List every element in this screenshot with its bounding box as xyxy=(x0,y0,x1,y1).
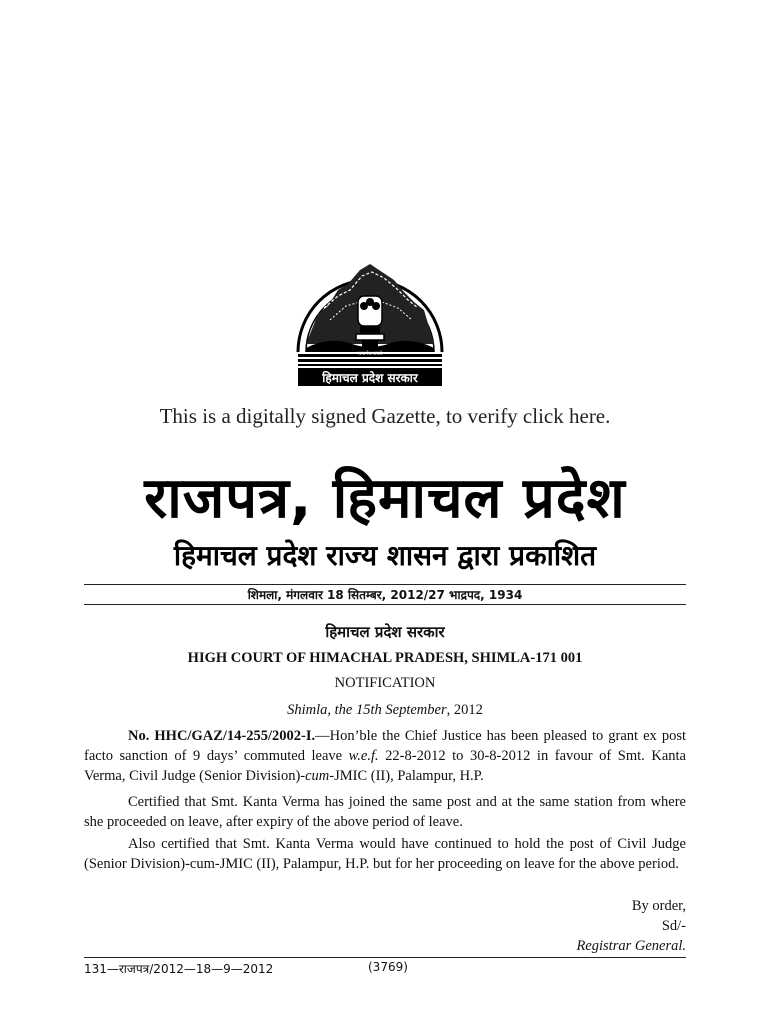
emblem-motto: सत्यमेव जयते xyxy=(357,351,383,357)
himachal-emblem-icon xyxy=(290,244,450,386)
place-name: Shimla xyxy=(287,702,328,718)
notification-heading: NOTIFICATION xyxy=(334,675,436,691)
para1-text-c: -JMIC (II), Palampur, H.P. xyxy=(329,768,484,784)
notice-paragraph-2: Certified that Smt. Kanta Verma has joined the same post and at the same station from where she proceeded on leave, after expiry of the above period of leave. xyxy=(84,794,686,830)
page-number: (3769) xyxy=(368,960,408,974)
gazette-title: राजपत्र, हिमाचल प्रदेश xyxy=(144,466,626,531)
emblem-label: हिमाचल प्रदेश सरकार xyxy=(322,371,418,385)
notice-paragraph-3: Also certified that Smt. Kanta Verma would have continued to hold the post of Civil Judge (Senior Division)-cum-JMIC (II), Palampur, H.P. but for her proceeding on leave for the above period. xyxy=(84,836,686,872)
footer-divider xyxy=(84,957,686,958)
para1-text-a: —Hon’ble the Chief Justice has been pleased to grant ex post facto sanction of 9 days’ commuted leave xyxy=(84,728,687,764)
date-year: , 2012 xyxy=(446,702,483,718)
dateline: शिमला, मंगलवार 18 सितम्बर, 2012/27 भाद्रपद, 1934 xyxy=(247,588,523,602)
para1-wef: w.e.f. xyxy=(348,748,379,764)
notice-paragraph-1 xyxy=(84,726,686,786)
para1-text-b: 22-8-2012 to 30-8-2012 in favour of Smt. Kanta Verma, Civil Judge (Senior Division)- xyxy=(84,748,686,784)
footer-reference: 131—राजपत्र/2012—18—9—2012 xyxy=(84,962,274,976)
verify-link[interactable]: This is a digitally signed Gazette, to verify click here. xyxy=(159,404,611,428)
signatory: Registrar General. xyxy=(576,938,686,954)
by-order: By order, xyxy=(631,898,686,914)
divider-bottom xyxy=(84,604,686,605)
date-day: 15th September xyxy=(356,702,447,718)
reference-number: No. HHC/GAZ/14-255/2002-I. xyxy=(128,728,316,744)
divider-top xyxy=(84,584,686,585)
court-heading: HIGH COURT OF HIMACHAL PRADESH, SHIMLA-171 001 xyxy=(187,650,583,666)
place-date xyxy=(0,702,770,719)
gazette-subtitle: हिमाचल प्रदेश राज्य शासन द्वारा प्रकाशित xyxy=(173,539,597,572)
date-prefix: , the xyxy=(327,702,356,718)
signature-sd: Sd/- xyxy=(661,918,686,934)
para1-cum: cum xyxy=(305,768,330,784)
govt-heading: हिमाचल प्रदेश सरकार xyxy=(325,623,445,641)
